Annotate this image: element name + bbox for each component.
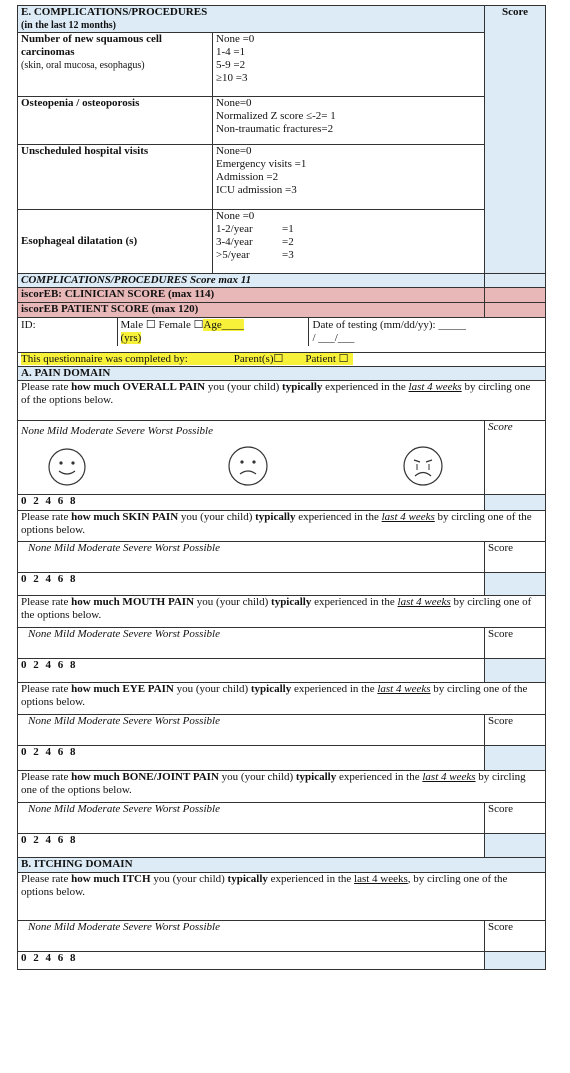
scale-values[interactable]: 0 2 4 6 8: [21, 834, 78, 846]
option[interactable]: Non-traumatic fractures=2: [216, 123, 334, 135]
item-scc-label-line2: carcinomas: [21, 46, 75, 58]
overall-pain-scale: [18, 421, 485, 495]
question-text-segment: typically: [227, 873, 268, 885]
overall-pain-score-cell[interactable]: [485, 495, 546, 511]
question-text-segment: experienced in the: [322, 381, 409, 393]
question-text-segment: last 4 weeks: [408, 381, 462, 393]
question-text-segment: Please rate: [21, 771, 72, 783]
clinician-score-row: [18, 288, 485, 303]
option-range: >5/year: [216, 249, 250, 261]
question-text-segment: last 4 weeks: [422, 771, 476, 783]
question-text-segment: experienced in the: [336, 771, 423, 783]
question-text-segment: typically: [255, 511, 296, 523]
option-value: =3: [282, 249, 294, 261]
item-esophageal-label-text: Esophageal dilatation (s): [21, 235, 138, 247]
score-label: Score: [488, 421, 513, 433]
question-text-segment: Please rate: [21, 511, 72, 523]
id-label: ID:: [21, 319, 36, 331]
question-text-segment: you (your child): [150, 873, 228, 885]
score-label: Score: [488, 803, 514, 815]
option[interactable]: None=0: [216, 97, 252, 109]
skin-pain-score-label-cell: [485, 542, 546, 573]
skin-pain-score-cell[interactable]: [485, 573, 546, 596]
section-e-title: E. COMPLICATIONS/PROCEDURES: [21, 6, 208, 18]
question-text-segment: last 4 weeks: [397, 596, 451, 608]
bone-joint-pain-scale: [18, 803, 485, 834]
patient-score-label: iscorEB PATIENT SCORE (max 120): [21, 303, 199, 315]
questionnaire-sheet: [17, 5, 545, 970]
question-text-segment: typically: [295, 771, 337, 783]
scale-values[interactable]: 0 2 4 6 8: [21, 573, 78, 585]
item-hospital-label: [18, 145, 213, 210]
question-text-segment: by circling one of the options below.: [21, 683, 528, 708]
option[interactable]: [216, 236, 481, 249]
itch-values[interactable]: [18, 952, 485, 970]
question-text-segment: you (your child): [194, 596, 272, 608]
option-range: 1-2/year: [216, 223, 253, 235]
question-text-segment: experienced in the: [295, 511, 382, 523]
question-itch: [18, 873, 546, 921]
severity-labels: None Mild Moderate Severe Worst Possible: [21, 425, 213, 437]
completed-by-label: This questionnaire was completed by:: [21, 353, 194, 365]
sex-checkboxes[interactable]: Male ☐ Female ☐: [120, 319, 204, 331]
item-scc-label: [18, 33, 213, 97]
mouth-pain-scale: [18, 628, 485, 659]
question-text-segment: by circling one of the options below.: [21, 381, 531, 406]
severity-labels: None Mild Moderate Severe Worst Possible: [28, 542, 220, 554]
section-e-subtitle: (in the last 12 months): [21, 20, 117, 31]
question-skin-pain: [18, 511, 546, 542]
frowning-face-icon[interactable]: [226, 444, 270, 488]
option-range: 3-4/year: [216, 236, 253, 248]
question-text-segment: you (your child): [173, 683, 251, 695]
option[interactable]: [216, 249, 481, 262]
option-value: =1: [282, 223, 294, 235]
question-text-segment: typically: [282, 381, 323, 393]
question-text-segment: how much EYE PAIN: [71, 683, 174, 695]
question-text-segment: Please rate: [21, 683, 72, 695]
option[interactable]: 1-4 =1: [216, 46, 246, 58]
itch-score-cell[interactable]: [485, 952, 546, 970]
score-label: Score: [488, 542, 514, 554]
bone-joint-pain-score-label-cell: [485, 803, 546, 834]
question-text-segment: last 4 weeks: [381, 511, 435, 523]
question-text-segment: Please rate: [21, 873, 72, 885]
option[interactable]: 5-9 =2: [216, 59, 246, 71]
scale-values[interactable]: 0 2 4 6 8: [21, 952, 78, 964]
mouth-pain-values[interactable]: [18, 659, 485, 683]
completed-by-parent-checkbox[interactable]: Parent(s)☐: [194, 353, 284, 365]
score-label: Score: [488, 628, 514, 640]
option[interactable]: None =0: [216, 210, 255, 222]
severity-labels: None Mild Moderate Severe Worst Possible: [28, 803, 220, 815]
smiling-face-icon[interactable]: [46, 446, 88, 488]
clinician-score-label: iscorEB: CLINICIAN SCORE (max 114): [21, 288, 215, 300]
mouth-pain-score-cell[interactable]: [485, 659, 546, 683]
question-text-segment: typically: [271, 596, 312, 608]
question-text-segment: Please rate: [21, 596, 72, 608]
section-a-header: [18, 367, 546, 381]
question-text-segment: typically: [250, 683, 292, 695]
itch-score-label-cell: [485, 921, 546, 952]
question-mouth-pain: [18, 596, 546, 628]
question-text-segment: experienced in the: [267, 873, 355, 885]
question-text-segment: how much OVERALL PAIN: [71, 381, 206, 393]
item-scc-sublabel: (skin, oral mucosa, esophagus): [21, 60, 145, 71]
section-e-max: [18, 274, 485, 288]
question-text-segment: you (your child): [218, 771, 296, 783]
option[interactable]: Emergency visits =1: [216, 158, 307, 170]
option[interactable]: None =0: [216, 33, 255, 45]
scale-values[interactable]: 0 2 4 6 8: [21, 659, 78, 671]
option[interactable]: ≥10 =3: [216, 72, 248, 84]
section-e-score-label: Score: [501, 6, 529, 18]
question-text-segment: last 4 weeks: [377, 683, 431, 695]
option[interactable]: [216, 223, 481, 236]
item-scc-label-line1: Number of new squamous cell: [21, 33, 162, 45]
question-text-segment: experienced in the: [311, 596, 398, 608]
question-text-segment: you (your child): [205, 381, 283, 393]
question-text-segment: , by circling one of the options below.: [21, 873, 508, 898]
section-e-score-column[interactable]: [485, 6, 546, 274]
question-text-segment: how much BONE/JOINT PAIN: [71, 771, 219, 783]
item-osteopenia-label-text: Osteopenia / osteoporosis: [21, 97, 140, 109]
date-field[interactable]: [308, 318, 545, 346]
eye-pain-values[interactable]: [18, 746, 485, 771]
item-esophageal-options[interactable]: [213, 210, 485, 274]
patient-score-row: [18, 303, 485, 318]
eye-pain-score-cell[interactable]: [485, 746, 546, 771]
item-esophageal-label: [18, 210, 213, 274]
overall-pain-values[interactable]: [18, 495, 485, 511]
section-e-header: [18, 6, 485, 33]
section-e-total-cell[interactable]: [485, 274, 546, 288]
eye-pain-scale: [18, 715, 485, 746]
completed-by-patient-checkbox[interactable]: Patient ☐: [283, 353, 352, 365]
question-text-segment: you (your child): [178, 511, 256, 523]
scale-values[interactable]: 0 2 4 6 8: [21, 746, 78, 758]
age-blank: ____: [221, 319, 244, 331]
sex-age-field[interactable]: [117, 318, 308, 346]
skin-pain-scale: [18, 542, 485, 573]
skin-pain-values[interactable]: [18, 573, 485, 596]
section-b-title: B. ITCHING DOMAIN: [21, 858, 133, 870]
score-label: Score: [488, 921, 514, 933]
question-text-segment: how much SKIN PAIN: [71, 511, 179, 523]
question-text-segment: Please rate: [21, 381, 72, 393]
option-value: =2: [282, 236, 294, 248]
item-osteopenia-options[interactable]: [213, 97, 485, 145]
date-label: Date of testing (mm/dd/yy): _____: [312, 319, 466, 331]
age-unit: (yrs): [120, 332, 142, 344]
clinician-score-cell[interactable]: [485, 288, 546, 303]
question-overall-pain: [18, 381, 546, 421]
question-text-segment: how much ITCH: [71, 873, 151, 885]
patient-score-cell[interactable]: [485, 303, 546, 318]
form-table: [17, 5, 546, 970]
question-text-segment: last 4 weeks: [354, 873, 408, 885]
question-bone-joint-pain: [18, 771, 546, 803]
question-text-segment: experienced in the: [291, 683, 378, 695]
option[interactable]: Admission =2: [216, 171, 279, 183]
scale-values[interactable]: 0 2 4 6 8: [21, 495, 78, 507]
section-a-title: A. PAIN DOMAIN: [21, 367, 111, 379]
eye-pain-score-label-cell: [485, 715, 546, 746]
overall-pain-score-label-cell: [485, 421, 546, 495]
option[interactable]: ICU admission =3: [216, 184, 297, 196]
bone-joint-pain-values[interactable]: [18, 834, 485, 858]
id-field[interactable]: [18, 318, 117, 346]
patient-info-row: [18, 318, 546, 353]
bone-joint-pain-score-cell[interactable]: [485, 834, 546, 858]
question-text-segment: by circling one of the options below.: [21, 596, 532, 621]
severity-labels: None Mild Moderate Severe Worst Possible: [28, 628, 220, 640]
itch-scale: [18, 921, 485, 952]
mouth-pain-score-label-cell: [485, 628, 546, 659]
section-b-header: [18, 858, 546, 873]
age-field[interactable]: [203, 319, 243, 331]
crying-face-icon[interactable]: [401, 444, 445, 488]
score-label: Score: [488, 715, 514, 727]
severity-labels: None Mild Moderate Severe Worst Possible: [28, 921, 220, 933]
severity-labels: None Mild Moderate Severe Worst Possible: [28, 715, 220, 727]
question-text-segment: by circling one of the options below.: [21, 771, 526, 796]
section-e-max-text: COMPLICATIONS/PROCEDURES Score max 11: [21, 274, 252, 286]
completed-by-row: [18, 353, 546, 367]
item-hospital-label-text: Unscheduled hospital visits: [21, 145, 149, 157]
option[interactable]: None=0: [216, 145, 252, 157]
item-hospital-options[interactable]: [213, 145, 485, 210]
question-text-segment: by circling one of the options below.: [21, 511, 532, 536]
age-label: Age: [203, 319, 222, 331]
date-blank: / ___/___: [312, 332, 355, 344]
question-text-segment: how much MOUTH PAIN: [71, 596, 195, 608]
option[interactable]: Normalized Z score ≤-2= 1: [216, 110, 336, 122]
item-scc-options[interactable]: [213, 33, 485, 97]
item-osteopenia-label: [18, 97, 213, 145]
question-eye-pain: [18, 683, 546, 715]
